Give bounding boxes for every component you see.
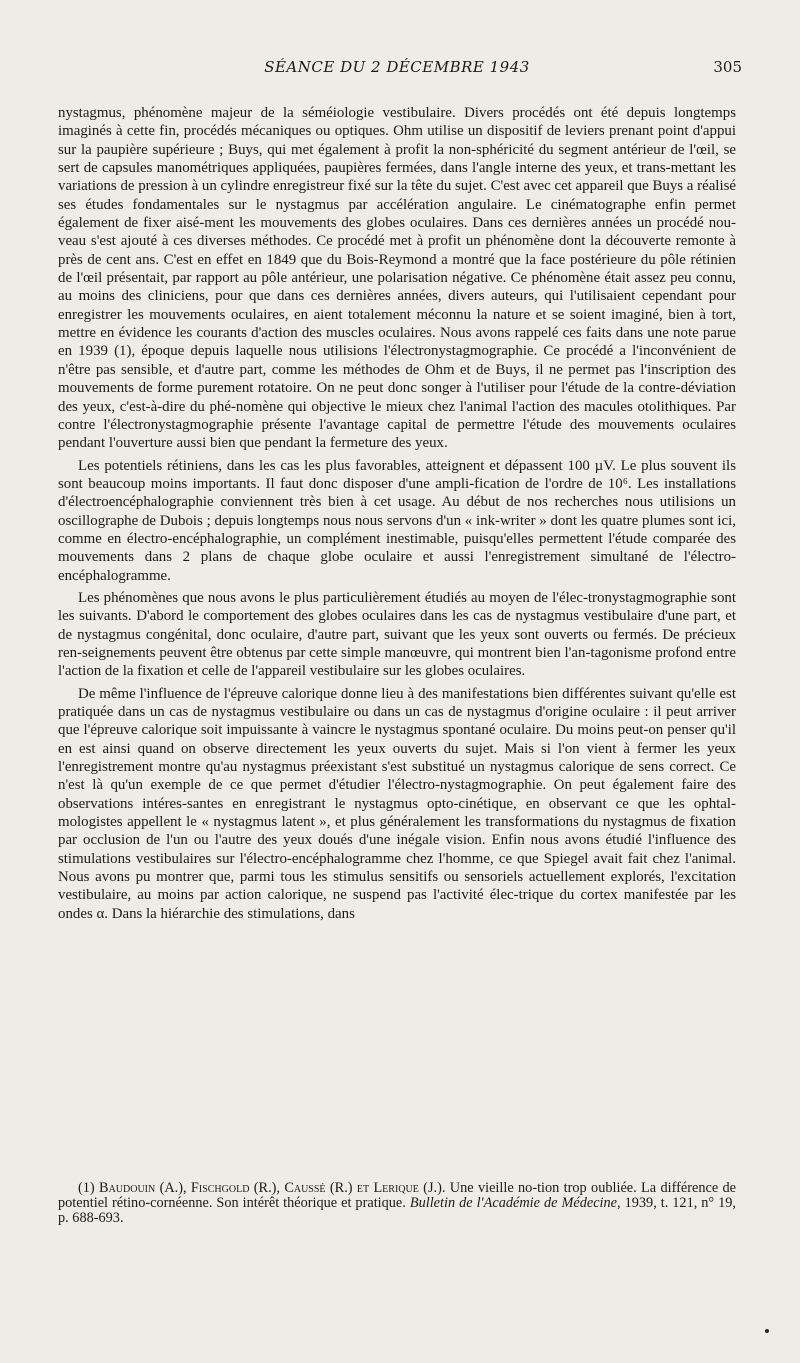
footnote-journal: Bulletin de l'Académie de Médecine, <box>409 1195 621 1211</box>
page-number: 305 <box>713 58 742 76</box>
ink-speck <box>765 1329 769 1333</box>
footnote-authors: Baudouin (A.), Fischgold (R.), Caussé (R.) et Lerique (J.). <box>99 1180 446 1196</box>
running-title: SÉANCE DU 2 DÉCEMBRE 1943 <box>264 58 530 76</box>
footnote-citation: 1939, t. 121, n° 19, p. 688-693. <box>58 1195 737 1226</box>
footnote <box>58 1181 736 1226</box>
footnote-text: Une vieille no-tion trop oubliée. La différence de potentiel rétino-cornéenne. Son intérêt théorique et pratique. <box>58 1180 737 1211</box>
paragraph-3: Les phénomènes que nous avons le plus particulièrement étudiés au moyen de l'élec-tronystagmographie sont les suivants. D'abord le comportement des globes oculaires dans les cas de nystagmus vestibulaire d'une part, et de nystagmus congénital, donc oculaire, d'autre part, suivant que les yeux sont ouverts ou fermés. De précieux ren-seignements peuvent être obtenus par cette simple manœuvre, qui montrent bien l'an-tagonisme profond entre l'action de la fixation et celle de l'appareil vestibulaire sur les globes oculaires. <box>58 589 736 680</box>
running-header <box>58 58 742 82</box>
paragraph-2: Les potentiels rétiniens, dans les cas les plus favorables, atteignent et dépassent 100 µV. Le plus souvent ils sont beaucoup moins importants. Il faut donc disposer d'une ampli-fication de l'ordre de 10⁶. Les installations d'électroencéphalographie conviennent très bien à cet usage. Au début de nos recherches nous utilisions un oscillographe de Dubois ; depuis longtemps nous nous servons d'un « ink-writer » dont les quatre plumes sont ici, comme en électro-encéphalographie, un complément inestimable, puisqu'elles permettent l'étude comparée des mouvements dans 2 plans de chaque globe oculaire et aussi l'enregistrement simultané de l'électro-encéphalogramme. <box>58 457 736 584</box>
article-body <box>58 104 736 923</box>
paragraph-1: nystagmus, phénomène majeur de la séméiologie vestibulaire. Divers procédés ont été depuis longtemps imaginés à cette fin, procédés mécaniques ou optiques. Ohm utilise un dispositif de leviers prenant point d'appui sur la paupière supérieure ; Buys, qui met également à profit la non-sphéricité du segment antérieur de l'œil, se sert de capsules manométriques appliquées, paupières fermées, dans l'angle interne des yeux, et trans-mettant les variations de pression à un cylindre enregistreur fixé sur la tête du sujet. C'est avec cet appareil que Buys a réalisé ses études fondamentales sur le nystagmus par accélération angulaire. Le cinématographe enfin permet également de fixer aisé-ment les mouvements des globes oculaires. Dans ces dernières années un procédé nou-veau s'est ajouté à ces diverses méthodes. Ce procédé met à profit un phénomène dont la découverte remonte à près de cent ans. C'est en effet en 1849 que du Bois-Reymond a montré que la face postérieure du pôle rétinien de l'œil présentait, par rapport au pôle antérieur, une polarisation négative. Ce phénomène était assez peu connu, au moins des cliniciens, pour que dans ces dernières années, divers auteurs, qui l'utilisaient cependant pour enregistrer les mouvements oculaires, en aient totalement méconnu la nature et se soient imaginé, bien à tort, mettre en évidence les courants d'action des muscles oculaires. Nous avons rappelé ces faits dans une note parue en 1939 (1), époque depuis laquelle nous utilisions l'électronystagmographie. Ce procédé a l'inconvénient de n'être pas sensible, et d'autre part, comme les méthodes de Ohm et de Buys, il ne permet pas l'inscription des mouvements de forme purement rotatoire. On ne peut donc songer à l'utiliser pour l'étude de la contre-déviation des yeux, c'est-à-dire du phé-nomène qui objective le mieux chez l'animal l'action des macules otolithiques. Par contre l'électronystagmographie présente l'avantage capital de permettre l'étude des mouvements oculaires pendant l'ouverture aussi bien que pendant la fermeture des yeux. <box>58 105 736 452</box>
footnote-marker: (1) <box>78 1180 95 1196</box>
paragraph-4: De même l'influence de l'épreuve calorique donne lieu à des manifestations bien différentes suivant qu'elle est pratiquée dans un cas de nystagmus vestibulaire ou dans un cas de nystagmus d'origine oculaire : il peut arriver que l'épreuve calorique soit impuissante à vaincre le nystagmus spontané oculaire. Du moins peut-on penser qu'il en est ainsi quand on observe directement les yeux ouverts du sujet. Mais si l'on vient à fermer les yeux l'enregistrement montre qu'au nystagmus préexistant s'est substitué un nystagmus calorique de sens correct. Ce n'est là qu'un exemple de ce que permet d'étudier l'électro-nystagmographie. On peut également faire des observations intéres-santes en enregistrant le nystagmus opto-cinétique, en observant ce que les ophtal-mologistes appellent le « nystagmus latent », et plus généralement les transformations du nystagmus de fixation par occlusion de l'un ou l'autre des yeux doués d'une inégale vision. Enfin nous avons étudié l'influence des stimulations vestibulaires sur l'électro-encéphalogramme chez l'homme, ce que Spiegel avait fait chez l'animal. Nous avons pu montrer que, parmi tous les stimulus sensitifs ou sensoriels actuellement explorés, l'excitation vestibulaire, au moins par action calorique, ne suspend pas l'activité élec-trique du cortex manifestée par les ondes α. Dans la hiérarchie des stimulations, dans <box>58 685 736 922</box>
